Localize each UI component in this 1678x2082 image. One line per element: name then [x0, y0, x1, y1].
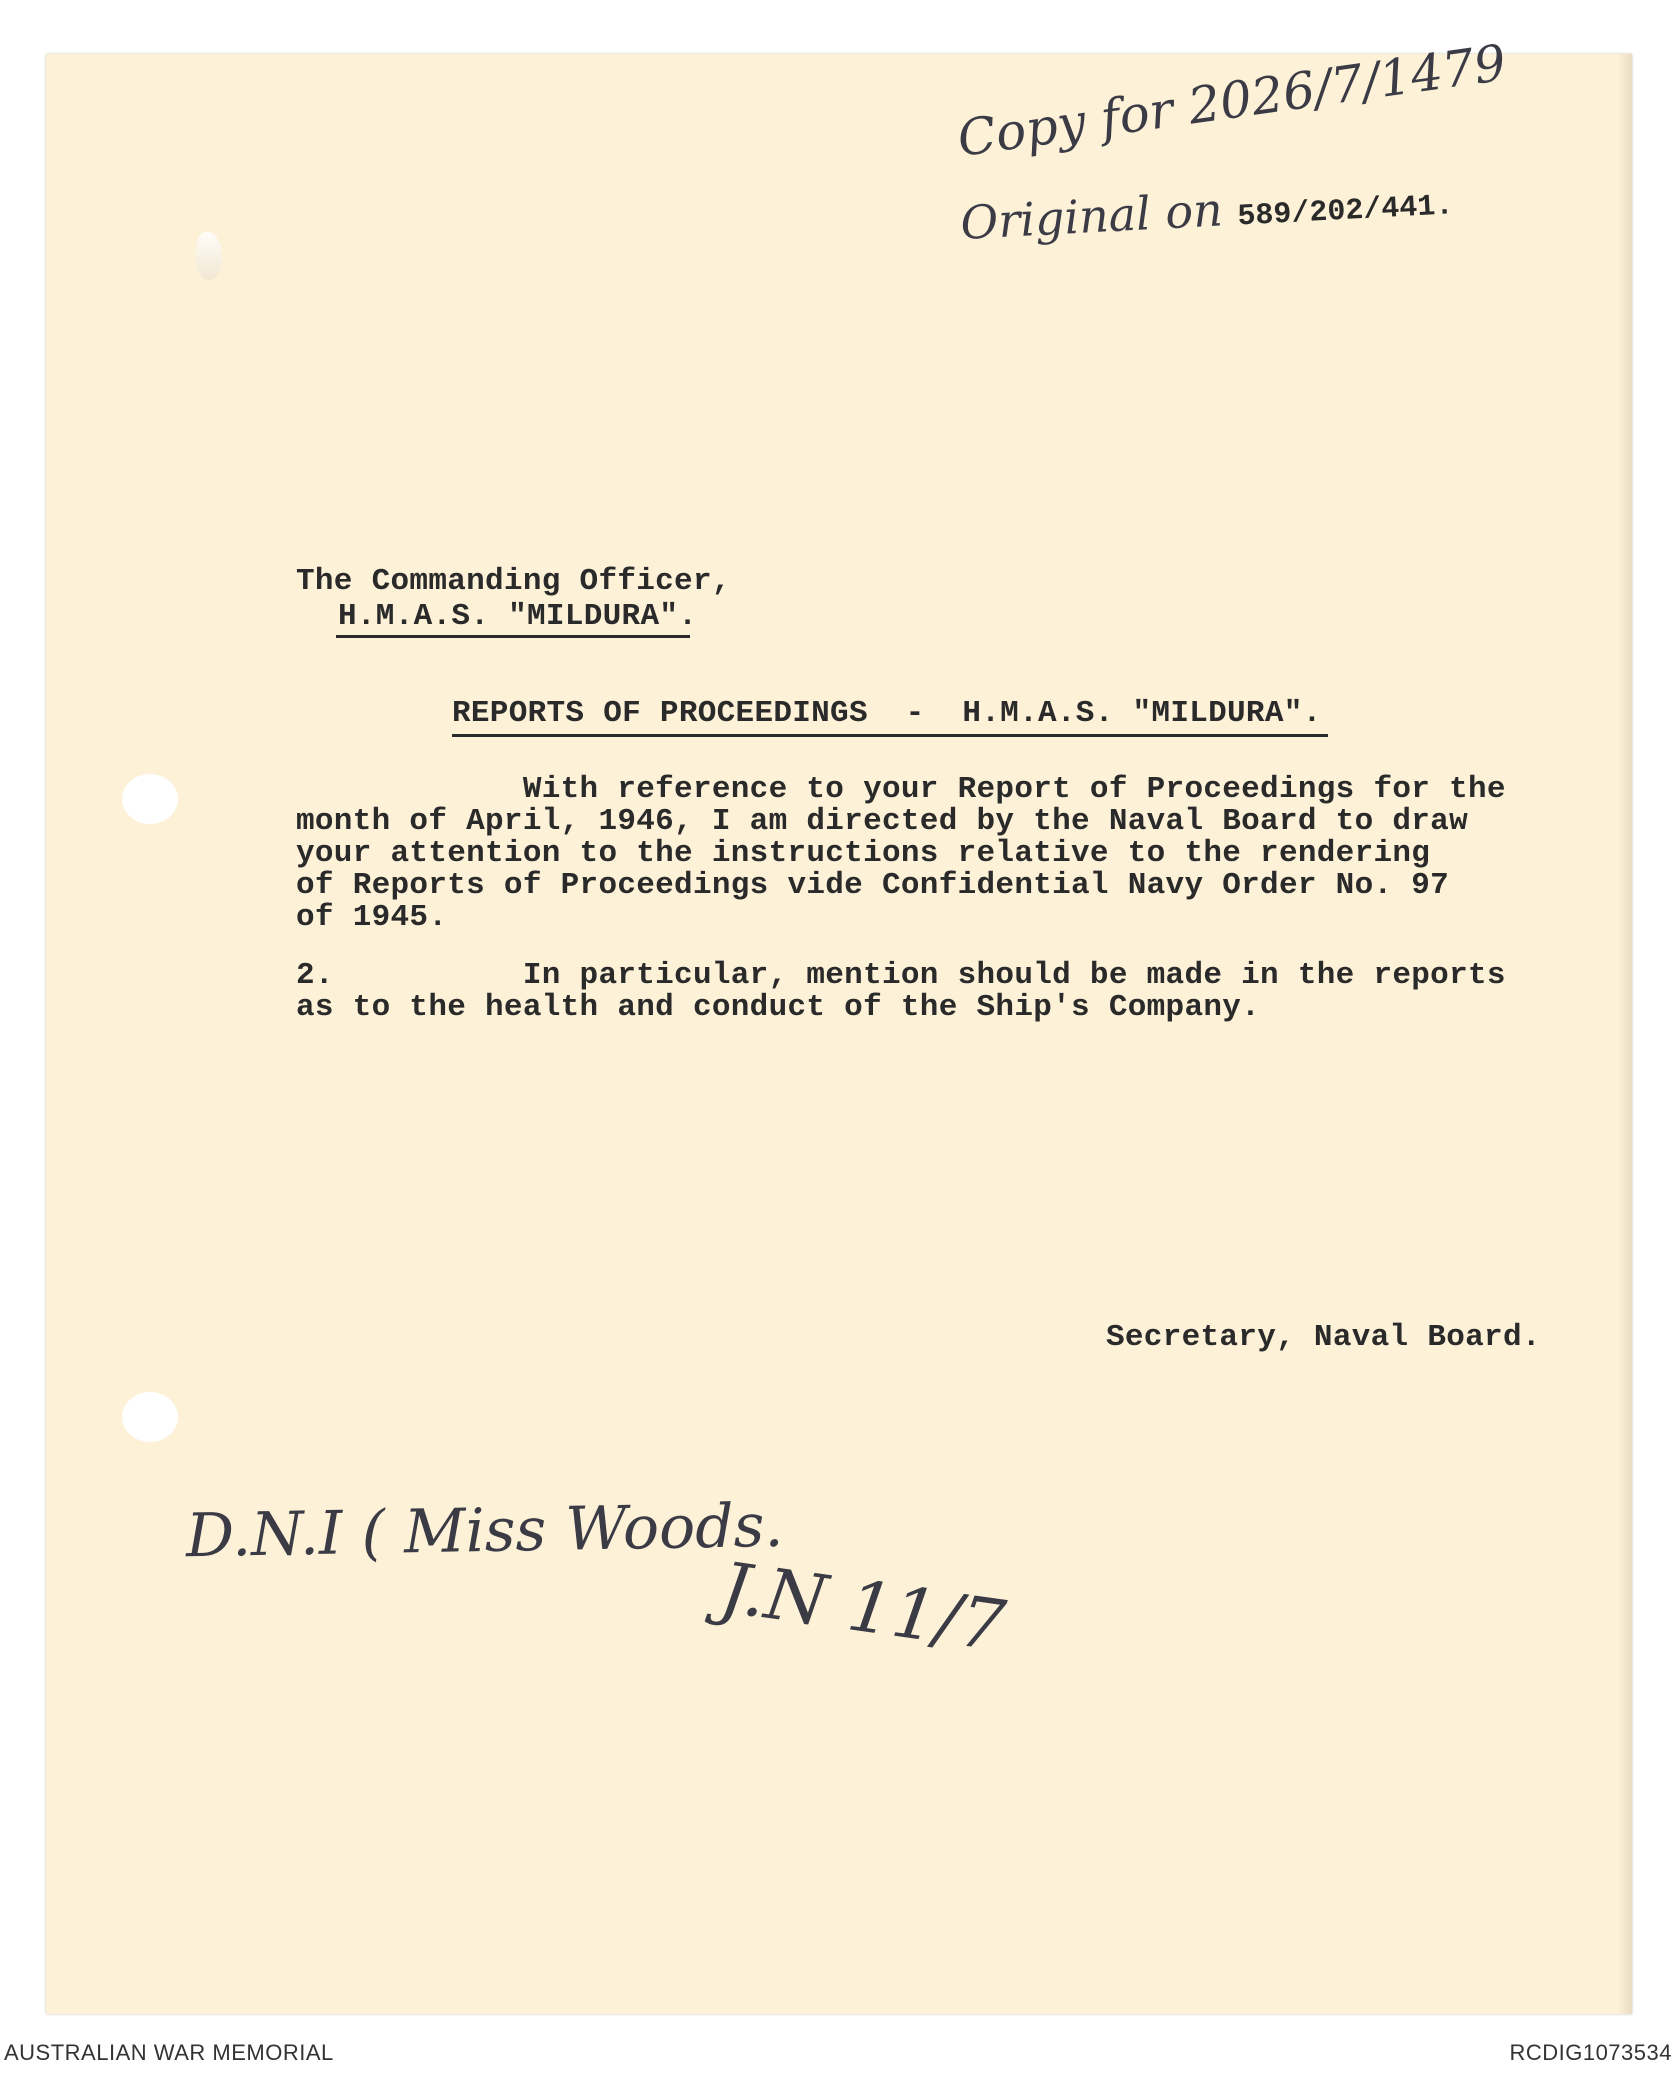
addressee-underline [336, 635, 690, 638]
paper-tear-mark [196, 232, 222, 280]
subject-heading: REPORTS OF PROCEEDINGS - H.M.A.S. "MILDURA". [452, 696, 1322, 731]
paragraph-2: 2. In particular, mention should be made in the reports as to the health and conduct of the Ship's Company. [296, 958, 1506, 1025]
handwritten-dni-note: D.N.I ( Miss Woods. [185, 1490, 784, 1572]
punch-hole [122, 1392, 178, 1442]
signature-block: Secretary, Naval Board. [1106, 1320, 1541, 1355]
handwritten-original-prefix: Original on [959, 182, 1224, 250]
handwritten-initials: J.N 11/7 [715, 1546, 1010, 1668]
subject-underline [452, 734, 1328, 737]
addressee-line-1: The Commanding Officer, [296, 564, 731, 599]
addressee-line-2: H.M.A.S. "MILDURA". [338, 599, 698, 634]
handwritten-copy-note: Copy for 2026/7/1479 [953, 33, 1510, 168]
paragraph-1: With reference to your Report of Proceedings for the month of April, 1946, I am directed by the Naval Board to draw your attention to the instructions relative to the rendering of Reports of Proceedings vide Confidential Navy Order No. 97 of 1945. [296, 772, 1506, 935]
paper-sheet [46, 54, 1632, 2014]
punch-hole [122, 774, 178, 824]
footer-archive-name: AUSTRALIAN WAR MEMORIAL [4, 2040, 334, 2065]
original-file-reference: 589/202/441. [1236, 189, 1455, 235]
footer-record-id: RCDIG1073534 [1509, 2040, 1672, 2065]
